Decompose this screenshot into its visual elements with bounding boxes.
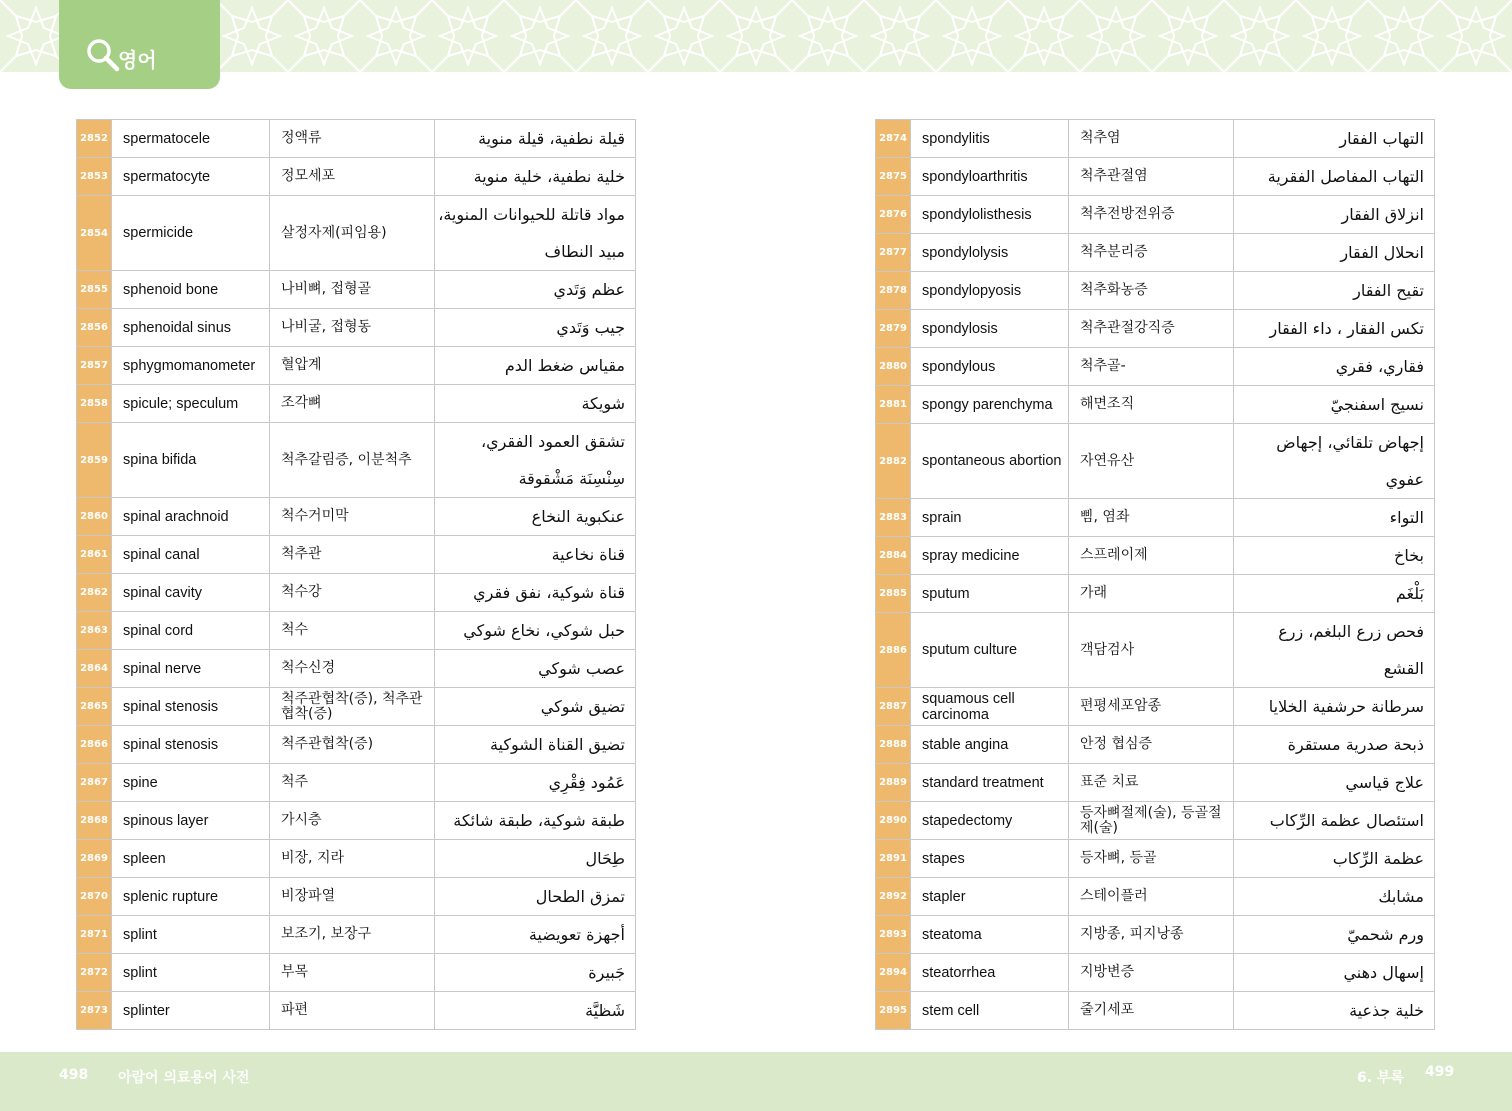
- table-row: [876, 688, 1435, 726]
- english-term: sphenoid bone: [112, 271, 270, 309]
- english-term: spinal stenosis: [112, 688, 270, 726]
- entry-number: 2864: [77, 650, 112, 688]
- entry-number: 2867: [77, 764, 112, 802]
- english-term: stapes: [911, 840, 1069, 878]
- entry-number: 2873: [77, 992, 112, 1030]
- english-term: sputum culture: [911, 613, 1069, 688]
- korean-term: 비장, 지라: [270, 840, 435, 878]
- entry-number: 2883: [876, 499, 911, 537]
- entry-number: 2870: [77, 878, 112, 916]
- arabic-term: إسهال دهني: [1234, 954, 1435, 992]
- arabic-term: ذبحة صدرية مستقرة: [1234, 726, 1435, 764]
- entry-number: 2865: [77, 688, 112, 726]
- arabic-term: خلية نطفية، خلية منوية: [435, 158, 636, 196]
- entry-number: 2894: [876, 954, 911, 992]
- arabic-term: طِحَال: [435, 840, 636, 878]
- english-term: stable angina: [911, 726, 1069, 764]
- entry-number: 2858: [77, 385, 112, 423]
- korean-term: 삠, 염좌: [1069, 499, 1234, 537]
- english-term: splint: [112, 916, 270, 954]
- entry-number: 2852: [77, 120, 112, 158]
- entry-number: 2854: [77, 196, 112, 271]
- arabic-term: عصب شوكي: [435, 650, 636, 688]
- korean-term: 정모세포: [270, 158, 435, 196]
- entry-number: 2890: [876, 802, 911, 840]
- entry-number: 2878: [876, 272, 911, 310]
- english-term: spondylopyosis: [911, 272, 1069, 310]
- korean-term: 가시층: [270, 802, 435, 840]
- english-term: steatoma: [911, 916, 1069, 954]
- entry-number: 2876: [876, 196, 911, 234]
- table-row: [876, 120, 1435, 158]
- arabic-term: تشقق العمود الفقري، سِنْسِنَة مَشْقوقة: [435, 423, 636, 498]
- english-term: standard treatment: [911, 764, 1069, 802]
- table-row: [77, 271, 636, 309]
- search-icon: [86, 38, 120, 72]
- arabic-term: استئصال عظمة الرِّكاب: [1234, 802, 1435, 840]
- english-term: spinal cavity: [112, 574, 270, 612]
- arabic-term: حبل شوكي، نخاع شوكي: [435, 612, 636, 650]
- entry-number: 2863: [77, 612, 112, 650]
- korean-term: 척추염: [1069, 120, 1234, 158]
- korean-term: 척수강: [270, 574, 435, 612]
- entry-number: 2872: [77, 954, 112, 992]
- korean-term: 나비뼈, 접형골: [270, 271, 435, 309]
- entry-number: 2881: [876, 386, 911, 424]
- korean-term: 척수거미막: [270, 498, 435, 536]
- table-row: [876, 954, 1435, 992]
- korean-term: 줄기세포: [1069, 992, 1234, 1030]
- arabic-term: شَظيَّة: [435, 992, 636, 1030]
- left-footer-title: 아랍어 의료용어 사전: [118, 1070, 250, 1086]
- english-term: spinous layer: [112, 802, 270, 840]
- entry-number: 2885: [876, 575, 911, 613]
- entry-number: 2893: [876, 916, 911, 954]
- english-term: stapler: [911, 878, 1069, 916]
- table-row: [77, 347, 636, 385]
- table-row: [77, 688, 636, 726]
- korean-term: 조각뼈: [270, 385, 435, 423]
- english-term: sprain: [911, 499, 1069, 537]
- korean-term: 척추관절염: [1069, 158, 1234, 196]
- korean-term: 보조기, 보장구: [270, 916, 435, 954]
- right-dictionary-table: [875, 119, 1435, 1030]
- english-term: sputum: [911, 575, 1069, 613]
- arabic-term: إجهاض تلقائي، إجهاض عفوي: [1234, 424, 1435, 499]
- entry-number: 2889: [876, 764, 911, 802]
- english-term: spermatocele: [112, 120, 270, 158]
- korean-term: 표준 치료: [1069, 764, 1234, 802]
- table-row: [876, 575, 1435, 613]
- english-term: spondylolysis: [911, 234, 1069, 272]
- arabic-term: فقاري، فقري: [1234, 348, 1435, 386]
- geometric-pattern: [0, 0, 1512, 72]
- korean-term: 안정 협심증: [1069, 726, 1234, 764]
- entry-number: 2860: [77, 498, 112, 536]
- korean-term: 척추분리증: [1069, 234, 1234, 272]
- left-dictionary-table: [76, 119, 636, 1030]
- entry-number: 2868: [77, 802, 112, 840]
- entry-number: 2866: [77, 726, 112, 764]
- korean-term: 나비굴, 접형동: [270, 309, 435, 347]
- entry-number: 2855: [77, 271, 112, 309]
- table-row: [876, 537, 1435, 575]
- korean-term: 자연유산: [1069, 424, 1234, 499]
- entry-number: 2853: [77, 158, 112, 196]
- english-term: squamous cell carcinoma: [911, 688, 1069, 726]
- korean-term: 척추관: [270, 536, 435, 574]
- korean-term: 척추갈림증, 이분척추: [270, 423, 435, 498]
- entry-number: 2875: [876, 158, 911, 196]
- table-row: [77, 916, 636, 954]
- entry-number: 2874: [876, 120, 911, 158]
- table-row: [876, 424, 1435, 499]
- entry-number: 2882: [876, 424, 911, 499]
- entry-number: 2862: [77, 574, 112, 612]
- english-term: spermicide: [112, 196, 270, 271]
- page-footer: [0, 1052, 1512, 1111]
- entry-number: 2879: [876, 310, 911, 348]
- arabic-term: قناة شوكية، نفق فقري: [435, 574, 636, 612]
- english-term: spermatocyte: [112, 158, 270, 196]
- table-row: [77, 120, 636, 158]
- korean-term: 지방종, 피지낭종: [1069, 916, 1234, 954]
- left-page-number: 498: [59, 1067, 89, 1083]
- korean-term: 척추관절강직증: [1069, 310, 1234, 348]
- table-row: [77, 196, 636, 271]
- table-row: [77, 536, 636, 574]
- arabic-term: قناة نخاعية: [435, 536, 636, 574]
- entry-number: 2892: [876, 878, 911, 916]
- korean-term: 척수: [270, 612, 435, 650]
- english-term: spinal nerve: [112, 650, 270, 688]
- entry-number: 2869: [77, 840, 112, 878]
- table-row: [876, 916, 1435, 954]
- korean-term: 척추전방전위증: [1069, 196, 1234, 234]
- korean-term: 척수신경: [270, 650, 435, 688]
- table-row: [77, 158, 636, 196]
- english-term: spina bifida: [112, 423, 270, 498]
- table-row: [77, 612, 636, 650]
- entry-number: 2859: [77, 423, 112, 498]
- table-row: [77, 764, 636, 802]
- table-row: [876, 802, 1435, 840]
- arabic-term: تقيح الفقار: [1234, 272, 1435, 310]
- english-term: spine: [112, 764, 270, 802]
- korean-term: 척주관협착(증), 척추관협착(증): [270, 688, 435, 726]
- table-row: [77, 802, 636, 840]
- arabic-term: انحلال الفقار: [1234, 234, 1435, 272]
- entry-number: 2877: [876, 234, 911, 272]
- arabic-term: عظمة الرِّكاب: [1234, 840, 1435, 878]
- entry-number: 2861: [77, 536, 112, 574]
- arabic-term: انزلاق الفقار: [1234, 196, 1435, 234]
- korean-term: 등자뼈절제(술), 등골절제(술): [1069, 802, 1234, 840]
- arabic-term: قيلة نطفية، قيلة منوية: [435, 120, 636, 158]
- arabic-term: شويكة: [435, 385, 636, 423]
- english-term: sphygmomanometer: [112, 347, 270, 385]
- right-footer-title: 6. 부록: [1357, 1070, 1404, 1086]
- table-row: [77, 574, 636, 612]
- english-term: stapedectomy: [911, 802, 1069, 840]
- korean-term: 비장파열: [270, 878, 435, 916]
- korean-term: 척추화농증: [1069, 272, 1234, 310]
- arabic-term: علاج قياسي: [1234, 764, 1435, 802]
- korean-term: 혈압계: [270, 347, 435, 385]
- english-term: sphenoidal sinus: [112, 309, 270, 347]
- korean-term: 척추골-: [1069, 348, 1234, 386]
- entry-number: 2895: [876, 992, 911, 1030]
- arabic-term: سرطانة حرشفية الخلايا: [1234, 688, 1435, 726]
- table-row: [77, 385, 636, 423]
- korean-term: 정액류: [270, 120, 435, 158]
- table-row: [876, 310, 1435, 348]
- table-row: [77, 726, 636, 764]
- arabic-term: التواء: [1234, 499, 1435, 537]
- korean-term: 살정자제(피임용): [270, 196, 435, 271]
- entry-number: 2880: [876, 348, 911, 386]
- arabic-term: بخاخ: [1234, 537, 1435, 575]
- korean-term: 스프레이제: [1069, 537, 1234, 575]
- table-row: [876, 878, 1435, 916]
- korean-term: 스테이플러: [1069, 878, 1234, 916]
- english-term: steatorrhea: [911, 954, 1069, 992]
- english-term: spinal arachnoid: [112, 498, 270, 536]
- arabic-term: تكس الفقار ، داء الفقار: [1234, 310, 1435, 348]
- table-row: [77, 992, 636, 1030]
- arabic-term: مواد قاتلة للحيوانات المنوية، مبيد النطاف: [435, 196, 636, 271]
- table-row: [876, 348, 1435, 386]
- arabic-term: نسيج اسفنجيّ: [1234, 386, 1435, 424]
- arabic-term: جَبيرة: [435, 954, 636, 992]
- korean-term: 파편: [270, 992, 435, 1030]
- table-row: [876, 992, 1435, 1030]
- entry-number: 2891: [876, 840, 911, 878]
- english-term: spongy parenchyma: [911, 386, 1069, 424]
- english-term: spinal cord: [112, 612, 270, 650]
- arabic-term: مقياس ضغط الدم: [435, 347, 636, 385]
- arabic-term: ورم شحميّ: [1234, 916, 1435, 954]
- table-row: [77, 840, 636, 878]
- arabic-term: تضيق القناة الشوكية: [435, 726, 636, 764]
- arabic-term: التهاب الفقار: [1234, 120, 1435, 158]
- english-term: spondylitis: [911, 120, 1069, 158]
- english-term: spleen: [112, 840, 270, 878]
- korean-term: 부목: [270, 954, 435, 992]
- table-row: [77, 498, 636, 536]
- english-term: stem cell: [911, 992, 1069, 1030]
- section-label: 영어: [118, 48, 157, 72]
- arabic-term: تمزق الطحال: [435, 878, 636, 916]
- arabic-term: مشابك: [1234, 878, 1435, 916]
- table-row: [876, 499, 1435, 537]
- table-row: [876, 840, 1435, 878]
- english-term: spinal stenosis: [112, 726, 270, 764]
- english-term: splenic rupture: [112, 878, 270, 916]
- table-row: [77, 878, 636, 916]
- arabic-term: تضيق شوكي: [435, 688, 636, 726]
- arabic-term: التهاب المفاصل الفقرية: [1234, 158, 1435, 196]
- english-term: spontaneous abortion: [911, 424, 1069, 499]
- table-row: [876, 158, 1435, 196]
- arabic-term: خلية جذعية: [1234, 992, 1435, 1030]
- korean-term: 편평세포암종: [1069, 688, 1234, 726]
- table-row: [876, 272, 1435, 310]
- entry-number: 2871: [77, 916, 112, 954]
- english-term: spondylous: [911, 348, 1069, 386]
- korean-term: 지방변증: [1069, 954, 1234, 992]
- table-row: [77, 309, 636, 347]
- english-term: spicule; speculum: [112, 385, 270, 423]
- arabic-term: طبقة شوكية، طبقة شائكة: [435, 802, 636, 840]
- entry-number: 2886: [876, 613, 911, 688]
- korean-term: 가래: [1069, 575, 1234, 613]
- table-row: [876, 613, 1435, 688]
- table-row: [77, 650, 636, 688]
- arabic-term: أجهزة تعويضية: [435, 916, 636, 954]
- english-term: splinter: [112, 992, 270, 1030]
- korean-term: 척주관협착(증): [270, 726, 435, 764]
- english-term: spray medicine: [911, 537, 1069, 575]
- table-row: [876, 764, 1435, 802]
- entry-number: 2888: [876, 726, 911, 764]
- korean-term: 등자뼈, 등골: [1069, 840, 1234, 878]
- arabic-term: جيب وَتَدي: [435, 309, 636, 347]
- english-term: spondylolisthesis: [911, 196, 1069, 234]
- entry-number: 2857: [77, 347, 112, 385]
- right-page-number: 499: [1425, 1064, 1455, 1080]
- entry-number: 2856: [77, 309, 112, 347]
- table-row: [876, 386, 1435, 424]
- table-row: [77, 423, 636, 498]
- korean-term: 객담검사: [1069, 613, 1234, 688]
- table-row: [77, 954, 636, 992]
- arabic-term: عَمُود فِقْرِي: [435, 764, 636, 802]
- english-term: spinal canal: [112, 536, 270, 574]
- english-term: spondyloarthritis: [911, 158, 1069, 196]
- table-row: [876, 234, 1435, 272]
- table-row: [876, 196, 1435, 234]
- entry-number: 2887: [876, 688, 911, 726]
- english-term: spondylosis: [911, 310, 1069, 348]
- korean-term: 해면조직: [1069, 386, 1234, 424]
- english-term: splint: [112, 954, 270, 992]
- arabic-term: فحص زرع البلغم، زرع القشع: [1234, 613, 1435, 688]
- decorative-pattern-band: [0, 0, 1512, 72]
- table-row: [876, 726, 1435, 764]
- arabic-term: عظم وَتَدي: [435, 271, 636, 309]
- arabic-term: بَلْغَم: [1234, 575, 1435, 613]
- arabic-term: عنكبوية النخاع: [435, 498, 636, 536]
- korean-term: 척주: [270, 764, 435, 802]
- entry-number: 2884: [876, 537, 911, 575]
